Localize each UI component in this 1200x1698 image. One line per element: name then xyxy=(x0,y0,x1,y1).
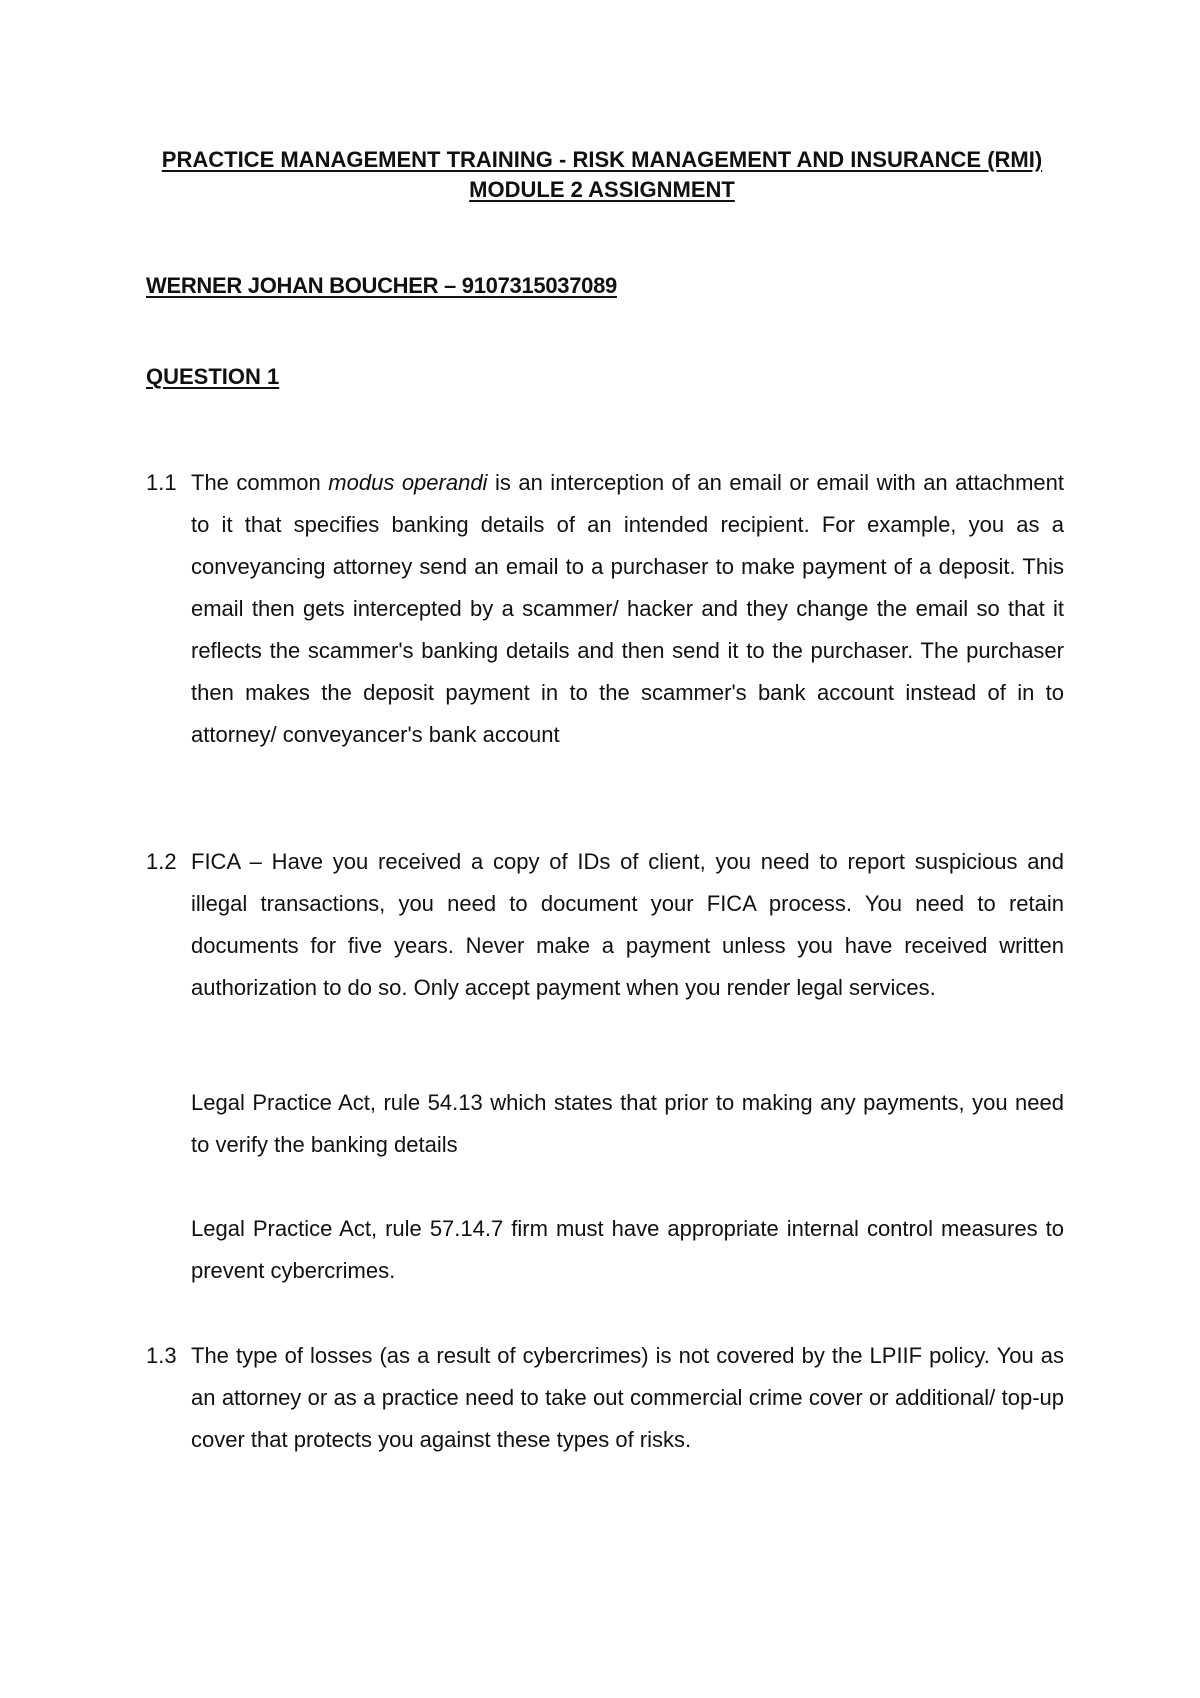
answer-number: 1.2 xyxy=(146,849,177,874)
answer-1-2 xyxy=(146,841,1064,1009)
sub-paragraph-rule-54-13: Legal Practice Act, rule 54.13 which states that prior to making any payments, you need to verify the banking details xyxy=(191,1090,1064,1157)
answer-text: The type of losses (as a result of cybercrimes) is not covered by the LPIIF policy. You as an attorney or as a practice need to take out commercial crime cover or additional/ top-up cover that protects you against these types of risks. xyxy=(191,1343,1064,1452)
sub-paragraph-rule-57-14-7: Legal Practice Act, rule 57.14.7 firm must have appropriate internal control measures to prevent cybercrimes. xyxy=(191,1216,1064,1283)
document-title: PRACTICE MANAGEMENT TRAINING - RISK MANAGEMENT AND INSURANCE (RMI) MODULE 2 ASSIGNMENT xyxy=(161,147,1043,202)
question-heading: QUESTION 1 xyxy=(146,364,280,389)
answer-italic-text: modus operandi xyxy=(328,470,488,495)
answer-number: 1.1 xyxy=(146,470,177,495)
answer-text: The common xyxy=(191,470,329,495)
answer-body xyxy=(191,841,1064,1009)
answer-1-3 xyxy=(146,1335,1064,1461)
answer-number: 1.3 xyxy=(146,1343,177,1368)
answer-body xyxy=(191,462,1064,756)
answer-text: FICA – Have you received a copy of IDs of client, you need to report suspicious and illegal transactions, you need to document your FICA process. You need to retain documents for five years. Never make a payment unless you have received written authorization to do so. Only accept payment when you render legal services. xyxy=(191,849,1064,1000)
answer-body xyxy=(191,1335,1064,1461)
author-line: WERNER JOHAN BOUCHER – 9107315037089 xyxy=(146,273,617,298)
answer-1-1 xyxy=(146,462,1064,756)
answer-text: is an interception of an email or email with an attachment to it that specifies banking details of an intended recipient. For example, you as a conveyancing attorney send an email to a purchaser to make payment of a deposit. This email then gets intercepted by a scammer/ hacker and they change the email so that it reflects the scammer's banking details and then send it to the purchaser. The purchaser then makes the deposit payment in to the scammer's bank account instead of in to attorney/ conveyancer's bank account xyxy=(191,470,1065,747)
